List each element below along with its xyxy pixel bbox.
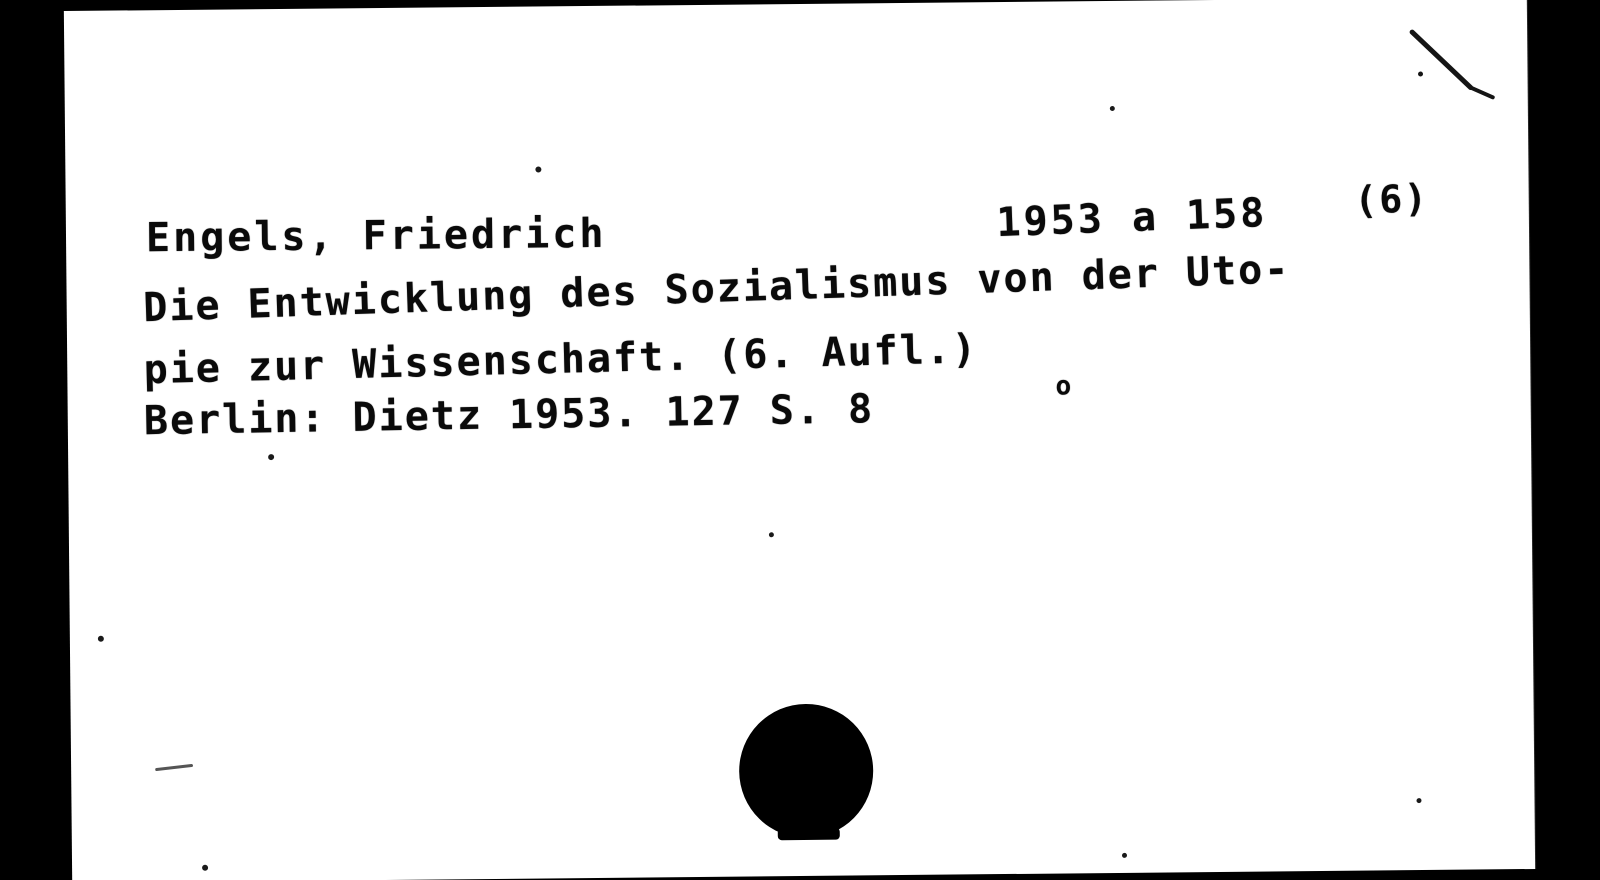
scan-speck bbox=[535, 166, 541, 172]
scan-speck bbox=[769, 532, 774, 537]
scan-speck bbox=[202, 865, 208, 871]
call-number: 1953 a 158 bbox=[995, 189, 1269, 247]
author-line: Engels, Friedrich bbox=[145, 210, 607, 262]
title-line-1: Die Entwicklung des Sozialismus von der Uto- bbox=[142, 246, 1291, 332]
scan-speck bbox=[1110, 106, 1115, 111]
punch-hole-tab bbox=[778, 828, 840, 841]
scan-speck bbox=[1416, 798, 1421, 803]
punch-hole bbox=[739, 703, 874, 838]
scan-speck bbox=[268, 454, 274, 460]
pencil-corner-mark-icon bbox=[1408, 21, 1499, 102]
scan-speck bbox=[98, 636, 104, 642]
index-card bbox=[64, 0, 1536, 880]
format-superscript: o bbox=[1055, 371, 1073, 402]
edition-superscript: (6) bbox=[1353, 175, 1430, 223]
title-line-2: pie zur Wissenschaft. (6. Aufl.) bbox=[143, 326, 979, 394]
imprint-line: Berlin: Dietz 1953. 127 S. 8 bbox=[143, 386, 875, 445]
scan-speck bbox=[1122, 853, 1127, 858]
